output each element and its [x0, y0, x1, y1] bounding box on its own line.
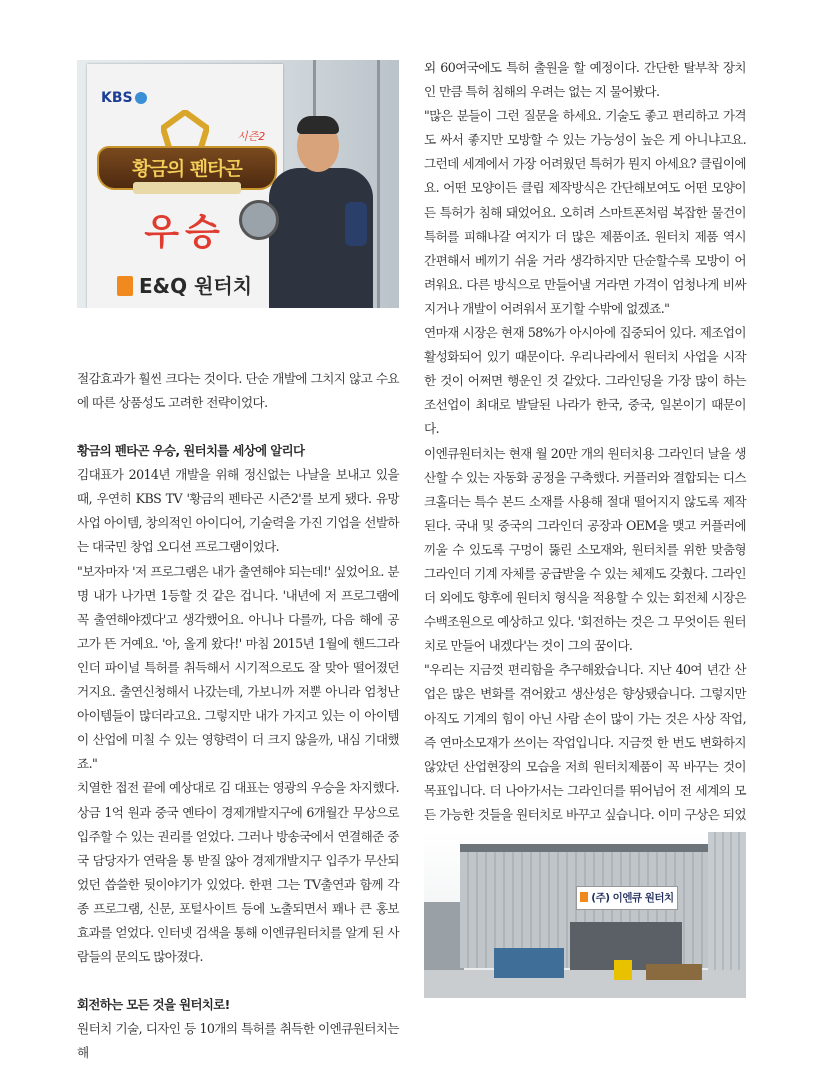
person-hair [297, 116, 339, 134]
paragraph-patents: 원터치 기술, 디자인 등 10개의 특허를 취득한 이엔큐원터치는 해 [77, 1021, 399, 1061]
subheading-everything-rotating: 회전하는 모든 것을 원터치로! [77, 997, 230, 1013]
show-title-plate [97, 146, 277, 190]
eq-logo-icon [580, 892, 588, 902]
quote-imitation: "많은 분들이 그런 질문을 하세요. 기술도 좋고 편리하고 가격도 싸서 좋지만 모방할 수 있는 가능성이 높은 게 아니냐고요. 그런데 세계에서 가장 어려웠던 특허가 뭔지 아세요? 클립이에요. 어떤 모양이든 클립 제작방식은 간단해보여도 어떤 모양이든 특허가 침해 돼었어요. 오히려 스마트폰처럼 복잡한 물건이 특허를 피해나갈 여지가 더 많은 제품이죠. 원터치 제품 역시 간편해서 베끼기 쉬울 거라 생각하지만 단순할수록 모방이 어려워요. 다른 방식으로 만들어낼 거라면 가격이 엄청나게 비싸지거나 개발이 어려워서 포기할 수밖에 없겠죠." [424, 108, 746, 316]
win-text: 우승 [144, 212, 226, 253]
truck [494, 948, 564, 978]
paragraph-production: 이엔큐원터치는 현재 월 20만 개의 원터치용 그라인더 날을 생산할 수 있는 자동화 공정을 구축했다. 커플러와 결합되는 디스크홀더는 특수 본드 소재를 사용해 절대 떨어지지 않도록 제작된다. 국내 및 중국의 그라인더 공장과 OEM을 맺고 커플러에 끼울 수 있도록 구멍이 뚫린 소모재와, 원터치를 위한 맞춤형 그라인더 기계 자체를 공급받을 수 있는 체제도 갖췄다. 그라인더 외에도 향후에 원터치 형식을 적용할 수 있는 회전체 시장은 수백조원으로 예상하고 있다. '회전하는 것은 그 무엇이든 원터치로 만들어 내겠다'는 것이 그의 꿈이다. [424, 445, 746, 654]
factory-roof [460, 844, 712, 852]
factory-left-building [424, 902, 464, 972]
window-frame [377, 60, 380, 308]
factory-right-building [708, 832, 746, 972]
paragraph-kbs: 김대표가 2014년 개발을 위해 정신없는 나날을 보내고 있을 때, 우연히 KBS TV '황금의 펜타곤 시즌2'를 보게 됐다. 유망사업 아이템, 창의적인 아이디어, 기술력을 가진 기업을 선발하는 대국민 창업 오디션 프로그램이었다. [77, 467, 399, 555]
brand-text: E&Q 원터치 [139, 274, 253, 298]
factory-sign: (주) 이엔큐 원터치 [576, 886, 678, 910]
eq-logo-icon [117, 276, 133, 296]
paragraph-intro: 절감효과가 훨씬 크다는 것이다. 단순 개발에 그치지 않고 수요에 따른 상품성도 고려한 전략이었다. [77, 371, 399, 411]
show-subtitle-bar [133, 182, 241, 194]
kbs-logo: KBS [101, 90, 147, 106]
photo-tv-show-win [77, 60, 399, 308]
crates [646, 964, 702, 980]
paragraph-continued: 외 60여국에도 특허 출원을 할 예정이다. 간단한 탈부착 장치인 만큼 특허 침해의 우려는 없는 지 물어봤다. [424, 60, 746, 100]
season-mark: 시즌2 [237, 130, 266, 143]
quote-future: "우리는 지금껏 편리함을 추구해왔습니다. 지난 40여 년간 산업은 많은 변화를 겪어왔고 생산성은 향상됐습니다. 그렇지만 아직도 기계의 힘이 아닌 사람 손이 많이 가는 것은 사상 작업, 즉 연마소모재가 쓰이는 작업입니다. 지금껏 한 번도 변화하지 않았던 산업현장의 모습을 저희 원터치제품이 꼭 바꾸는 것이 목표입니다. 더 나아가서는 그라인더를 뛰어넘어 전 세계의 모든 가능한 것들을 원터치로 바꾸고 싶습니다. 이미 구상은 되었 [424, 662, 746, 822]
subheading-pentagon: 황금의 펜타곤 우승, 원터치를 세상에 알리다 [77, 443, 305, 459]
right-column [424, 56, 746, 851]
kbs-logo-icon [135, 92, 147, 104]
show-title: 황금의 펜타곤 [132, 158, 242, 180]
show-banner [87, 64, 283, 308]
grinder-disc [239, 200, 279, 240]
quote-first-sight: "보자마자 '저 프로그램은 내가 출연해야 되는데!' 싶었어요. 분명 내가 나가면 1등할 것 같은 겁니다. '내년에 저 프로그램에 꼭 출연해야겠다'고 생각했어요. 아니나 다를까, 다음 해에 공고가 뜬 거예요. '아, 올게 왔다!' 마침 2015년 1월에 핸드그라인더 파이널 특허를 취득해서 시기적으로도 잘 맞아 떨어졌던 거지요. 출연신청해서 나갔는데, 가보니까 저뿐 아니라 엄청난 아이템들이 많더라고요. 그렇지만 내가 가지고 있는 이 아이템이 산업에 미칠 수 있는 영향력이 더 크지 않을까, 내심 기대했죠." [77, 563, 399, 772]
hand-grinder [345, 202, 367, 246]
forklift [614, 960, 632, 980]
paragraph-market: 연마재 시장은 현재 58%가 아시아에 집중되어 있다. 제조업이 활성화되어 있기 때문이다. 우리나라에서 원터치 사업을 시작한 것이 어쩌면 행운인 것 같았다. 그라인딩을 가장 많이 하는 조선업이 최대로 발달된 나라가 한국, 중국, 일본이기 때문이다. [424, 325, 746, 437]
brand-bar [87, 264, 283, 300]
left-column [77, 367, 399, 1065]
paragraph-competition: 치열한 접전 끝에 예상대로 김 대표는 영광의 우승을 차지했다. 상금 1억 원과 중국 옌타이 경제개발지구에 6개월간 무상으로 입주할 수 있는 권리를 얻었다. 그러나 방송국에서 연결해준 중국 담당자가 연락을 통 받질 않아 경제개발지구 입주가 무산되었던 씁쓸한 뒷이야기가 있었다. 한편 그는 TV출연과 함께 각종 프로그램, 신문, 포털사이트 등에 노출되면서 꽤나 큰 홍보효과를 얻었다. 인터넷 검색을 통해 이엔큐원터치를 알게 된 사람들의 문의도 많아졌다. [77, 780, 399, 965]
photo-factory [424, 832, 746, 998]
